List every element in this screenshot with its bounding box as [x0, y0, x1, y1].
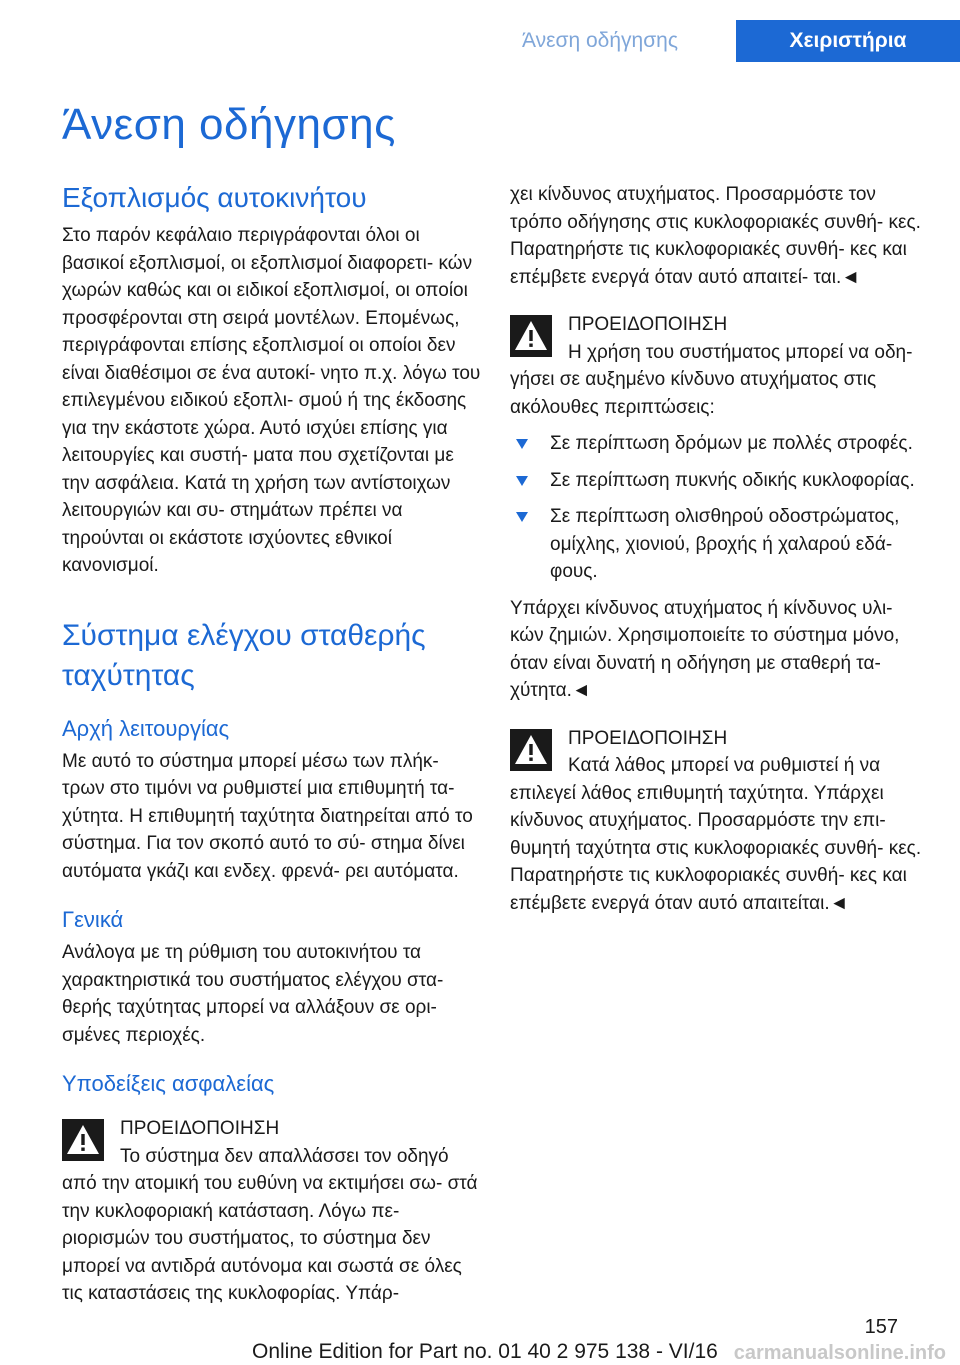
warning-block-3: [510, 725, 930, 918]
list-item: [510, 503, 930, 586]
warning-title: ΠΡΟΕΙΔΟΠΟΙΗΣΗ: [568, 314, 728, 335]
warning-text: Η χρήση του συστήματος μπορεί να οδη- γήσει σε αυξημένο κίνδυνο ατυχήματος στις ακόλουθες περιπτώσεις:: [510, 341, 913, 418]
list-item: [510, 467, 930, 495]
watermark: carmanualsonline.info: [733, 1342, 946, 1364]
header-chapter-tab: Χειριστήρια: [736, 20, 960, 62]
bullet-list: [510, 430, 930, 586]
triangle-bullet-icon: [516, 512, 528, 522]
warning-icon: [62, 1119, 104, 1161]
warning-block-1: [62, 1115, 482, 1308]
general-heading: Γενικά: [62, 907, 124, 932]
principle-text: Με αυτό το σύστημα μπορεί μέσω των πλήκ- τρων στο τιμόνι να ρυθμιστεί μια επιθυμητή τα- χύτητα. Η επιθυμητή ταχύτητα διατηρείται από το σύστημα. Για τον σκοπό αυτό το σύ- στημα δίνει αυτόματα γκάζι και ενδεχ. φρενά- ρει αυτόματα.: [62, 750, 473, 882]
equipment-heading: Εξοπλισμός αυτοκινήτου: [62, 182, 367, 213]
warning-title: ΠΡΟΕΙΔΟΠΟΙΗΣΗ: [120, 1118, 280, 1139]
list-item-text: Σε περίπτωση ολισθηρού οδοστρώματος, ομίχλης, χιονιού, βροχής ή χαλαρού εδά- φους.: [550, 506, 900, 582]
safety-heading: Υποδείξεις ασφαλείας: [62, 1071, 275, 1096]
warning-icon: [510, 315, 552, 357]
continuation-text: χει κίνδυνος ατυχήματος. Προσαρμόστε τον τρόπο οδήγησης στις κυκλοφοριακές συνθή- κες. Παρατηρήστε τις κυκλοφοριακές συνθή- κες και επέμβετε ενεργά όταν αυτό απαιτεί- ται.◄: [510, 184, 921, 288]
list-item: [510, 430, 930, 458]
left-column: [62, 180, 482, 1308]
general-text: Ανάλογα με τη ρύθμιση του αυτοκινήτου τα χαρακτηριστικά του συστήματος ελέγχου στα- θερής ταχύτητας μπορεί να αλλάξουν σε ορι- σμένες περιοχές.: [62, 942, 444, 1046]
warning-text: Το σύστημα δεν απαλλάσσει τον οδηγό από την ατομική του ευθύνη να εκτιμήσει σω- στά την κυκλοφοριακή κατάσταση. Λόγω πε- ριορισμών του συστήματος, το σύστημα δεν μπορεί να αντιδρά αυτόνομα και σωστά σε όλες τις καταστάσεις της κυκλοφορίας. Υπάρ-: [62, 1145, 478, 1304]
footer: [0, 1316, 960, 1362]
list-item-text: Σε περίπτωση πυκνής οδικής κυκλοφορίας.: [550, 469, 915, 491]
page-title: Άνεση οδήγησης: [62, 100, 396, 149]
triangle-bullet-icon: [516, 476, 528, 486]
right-column: [510, 181, 930, 917]
triangle-bullet-icon: [516, 439, 528, 449]
page-number: 157: [864, 1316, 898, 1338]
cruise-control-heading: Σύστημα ελέγχου σταθερής ταχύτητας: [62, 618, 426, 692]
list-item-text: Σε περίπτωση δρόμων με πολλές στροφές.: [550, 433, 913, 454]
warning-text: Κατά λάθος μπορεί να ρυθμιστεί ή να επιλεγεί λάθος επιθυμητή ταχύτητα. Υπάρχει κίνδυνος ατυχήματος. Προσαρμόστε την επι- θυμητή ταχύτητα στις κυκλοφοριακές συνθή- κες. Παρατηρήστε τις κυκλοφοριακές συνθή- κες και επέμβετε ενεργά όταν αυτό απαιτείται.◄: [510, 755, 922, 914]
warning-block-2: [510, 311, 930, 421]
after-bullets-text: Υπάρχει κίνδυνος ατυχήματος ή κίνδυνος υλι- κών ζημιών. Χρησιμοποιείτε το σύστημα μόνο, όταν είναι δυνατή η οδήγηση με σταθερή τα- χύτητα.◄: [510, 597, 900, 701]
header-section-label: Άνεση οδήγησης: [522, 29, 678, 52]
edition-note: Online Edition for Part no. 01 40 2 975 138 - VI/16: [252, 1340, 718, 1363]
equipment-text: Στο παρόν κεφάλαιο περιγράφονται όλοι οι βασικοί εξοπλισμοί, οι εξοπλισμοί διαφορετι- κών χωρών καθώς και οι ειδικοί εξοπλισμοί, οι οποίοι προσφέρονται στη σειρά μοντέλων. Επομένως, περιγράφονται επίσης εξοπλισμοί οι οποίοι δεν είναι διαθέσιμοι σε ένα αυτοκί- νητο π.χ. λόγω του επιλεγμένου ειδικού εξοπλι- σμού ή της έκδοσης για την εκάστοτε χώρα. Αυτό ισχύει επίσης για λειτουργίες και συστή- ματα που σχετίζονται με την ασφάλεια. Κατά τη χρήση των αντίστοιχων λειτουργιών και συ- στημάτων πρέπει να τηρούνται οι εκάστοτε ισχύοντες εθνικοί κανονισμοί.: [62, 225, 481, 576]
top-bar: [0, 0, 960, 62]
warning-icon: [510, 729, 552, 771]
warning-title: ΠΡΟΕΙΔΟΠΟΙΗΣΗ: [568, 727, 728, 749]
principle-heading: Αρχή λειτουργίας: [62, 715, 230, 741]
